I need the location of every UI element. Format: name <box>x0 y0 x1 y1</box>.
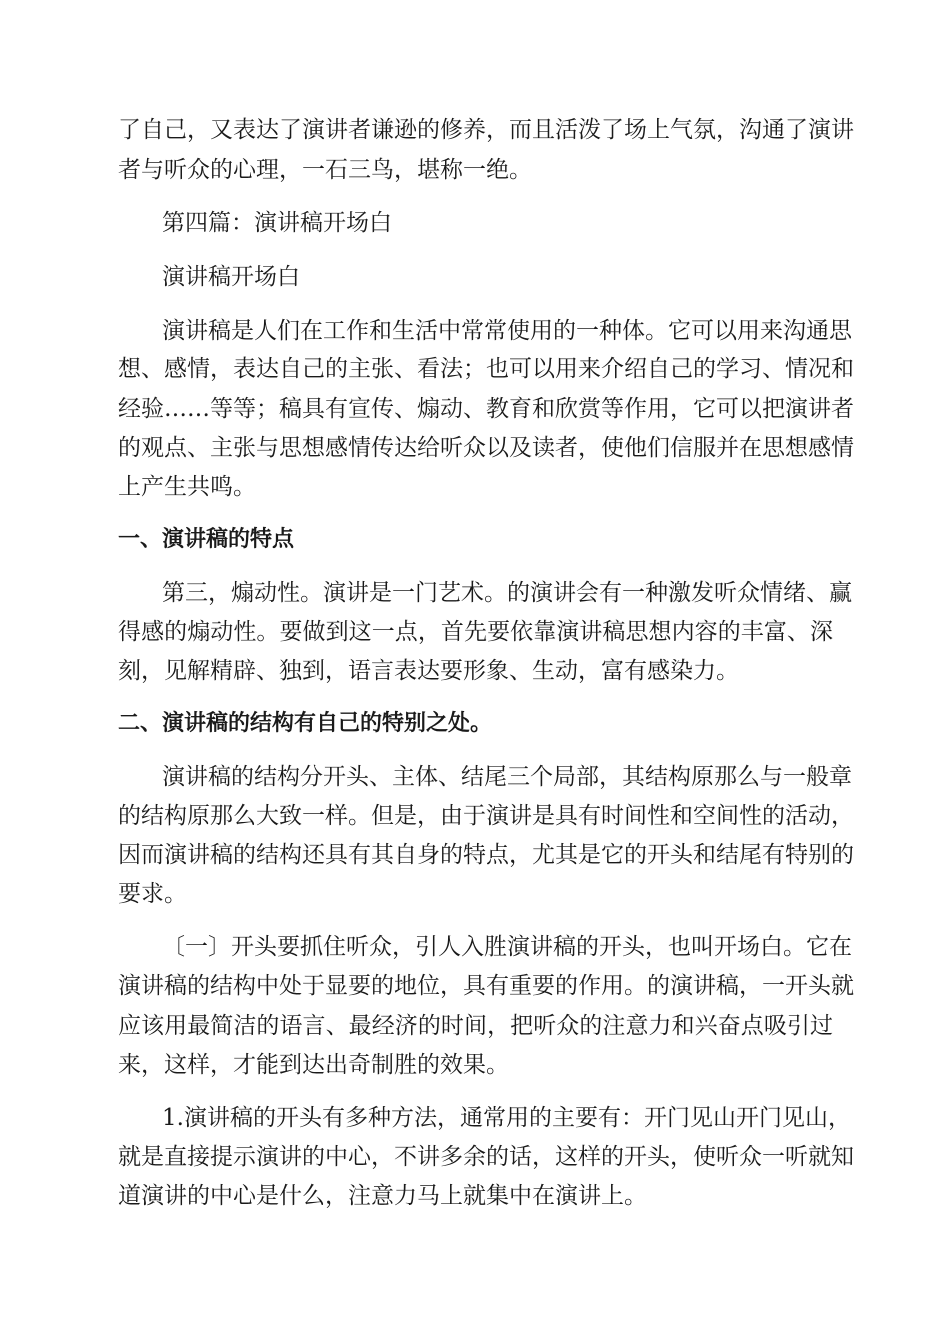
paragraph-line: 就是直接提示演讲的中心，不讲多余的话，这样的开头，使听众一听就知 <box>118 1144 854 1170</box>
paragraph-line: 1.演讲稿的开头有多种方法，通常用的主要有：开门见山开门见山， <box>162 1105 851 1131</box>
paragraph-line: 因而演讲稿的结构还具有其自身的特点，尤其是它的开头和结尾有特别的 <box>118 842 854 868</box>
paragraph-line: 得感的煽动性。要做到这一点，首先要依靠演讲稿思想内容的丰富、深 <box>118 619 833 645</box>
paragraph-line: 的观点、主张与思想感情传达给听众以及读者，使他们信服并在思想感情 <box>118 435 854 461</box>
paragraph-line: 要求。 <box>118 881 187 907</box>
paragraph-line: 演讲稿的结构分开头、主体、结尾三个局部，其结构原那么与一般章 <box>162 764 852 790</box>
paragraph-line: 经验……等等；稿具有宣传、煽动、教育和欣赏等作用，它可以把演讲者 <box>118 396 854 422</box>
paragraph-line: 上产生共鸣。 <box>118 474 256 500</box>
paragraph-line: 演讲稿是人们在工作和生活中常常使用的一种体。它可以用来沟通思 <box>162 318 852 344</box>
paragraph-line: 想、感情，表达自己的主张、看法；也可以用来介绍自己的学习、情况和 <box>118 356 854 382</box>
paragraph-line: 来，这样，才能到达出奇制胜的效果。 <box>118 1052 509 1078</box>
paragraph-line: 应该用最简洁的语言、最经济的时间，把听众的注意力和兴奋点吸引过 <box>118 1013 833 1039</box>
paragraph-line: 了自己，又表达了演讲者谦逊的修养，而且活泼了场上气氛，沟通了演讲 <box>118 117 854 143</box>
paragraph-line: 演讲稿的结构中处于显要的地位，具有重要的作用。的演讲稿，一开头就 <box>118 973 854 999</box>
section-heading: 二、演讲稿的结构有自己的特别之处。 <box>118 711 493 736</box>
paragraph-line: 〔一〕开头要抓住听众，引人入胜演讲稿的开头，也叫开场白。它在 <box>162 934 852 960</box>
paragraph-line: 道演讲的中心是什么，注意力马上就集中在演讲上。 <box>118 1183 647 1209</box>
paragraph-line: 者与听众的心理，一石三鸟，堪称一绝。 <box>118 157 532 183</box>
section-subtitle: 第四篇：演讲稿开场白 <box>162 210 392 236</box>
paragraph-line: 第三，煽动性。演讲是一门艺术。的演讲会有一种激发听众情绪、赢 <box>162 580 852 606</box>
paragraph-line: 的结构原那么大致一样。但是，由于演讲是具有时间性和空间性的活动， <box>118 803 854 829</box>
paragraph-line: 刻，见解精辟、独到，语言表达要形象、生动，富有感染力。 <box>118 658 739 684</box>
section-subtitle: 演讲稿开场白 <box>162 264 300 290</box>
section-heading: 一、演讲稿的特点 <box>118 527 295 552</box>
